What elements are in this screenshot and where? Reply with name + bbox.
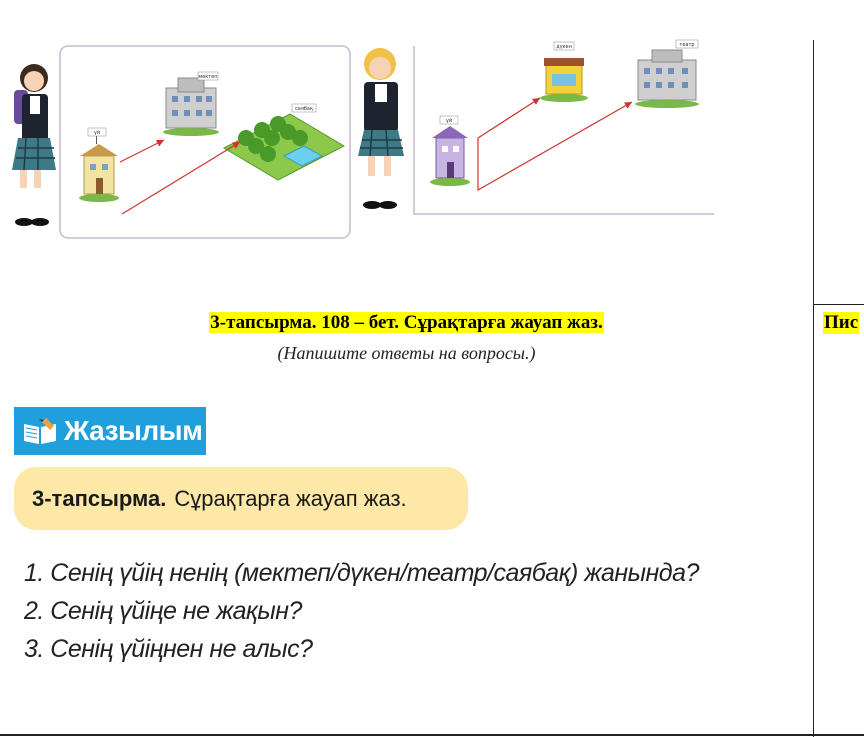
map-illustration-home-school-park (0, 38, 352, 240)
task-heading (0, 312, 813, 334)
arrow-home-to-school (120, 140, 164, 162)
girl-figure-left (12, 64, 56, 226)
theatre-building (635, 40, 699, 108)
question-item: 2. Сенің үйіңе не жақын? (24, 597, 302, 625)
shop-building (540, 42, 588, 102)
sign-theatre: театр (679, 42, 695, 48)
task-subheading: (Напишите ответы на вопросы.) (277, 343, 536, 363)
task-box-text: Сұрақтарға жауап жаз. (174, 485, 407, 511)
park-area (224, 104, 344, 180)
sign-school: мектеп (198, 74, 218, 80)
task-box-number: 3-тапсырма. (32, 485, 167, 511)
column-top-rule (813, 304, 864, 305)
side-column-heading: Пис (824, 312, 859, 333)
sign-home-left: үй (93, 130, 101, 136)
task-heading-text: 3-тапсырма. 108 – бет. Сұрақтарға жауап жаз. (210, 312, 603, 333)
book-pencil-icon (22, 416, 58, 446)
question-item: 1. Сенің үйің ненің (мектеп/дүкен/театр/саябақ) жанында? (24, 559, 699, 587)
page-bottom-rule (0, 734, 864, 736)
school-building (163, 72, 219, 136)
sign-home-right: үй (445, 118, 453, 124)
section-badge (14, 407, 206, 455)
section-badge-label: Жазылым (64, 415, 203, 446)
home-building-left (79, 128, 119, 202)
question-list (24, 554, 699, 668)
arrow-home-to-theatre (478, 102, 632, 190)
arrow-home-to-shop (478, 98, 540, 138)
sign-park: саябақ (295, 106, 313, 112)
girl-figure-right (358, 48, 404, 209)
question-item: 3. Сенің үйіңнен не алыс? (24, 635, 313, 663)
column-divider (813, 40, 814, 737)
task-instruction-box (14, 467, 468, 530)
home-building-right (430, 116, 470, 186)
map-illustration-home-shop-theatre (356, 38, 716, 218)
sign-shop: дүкен (556, 44, 572, 50)
